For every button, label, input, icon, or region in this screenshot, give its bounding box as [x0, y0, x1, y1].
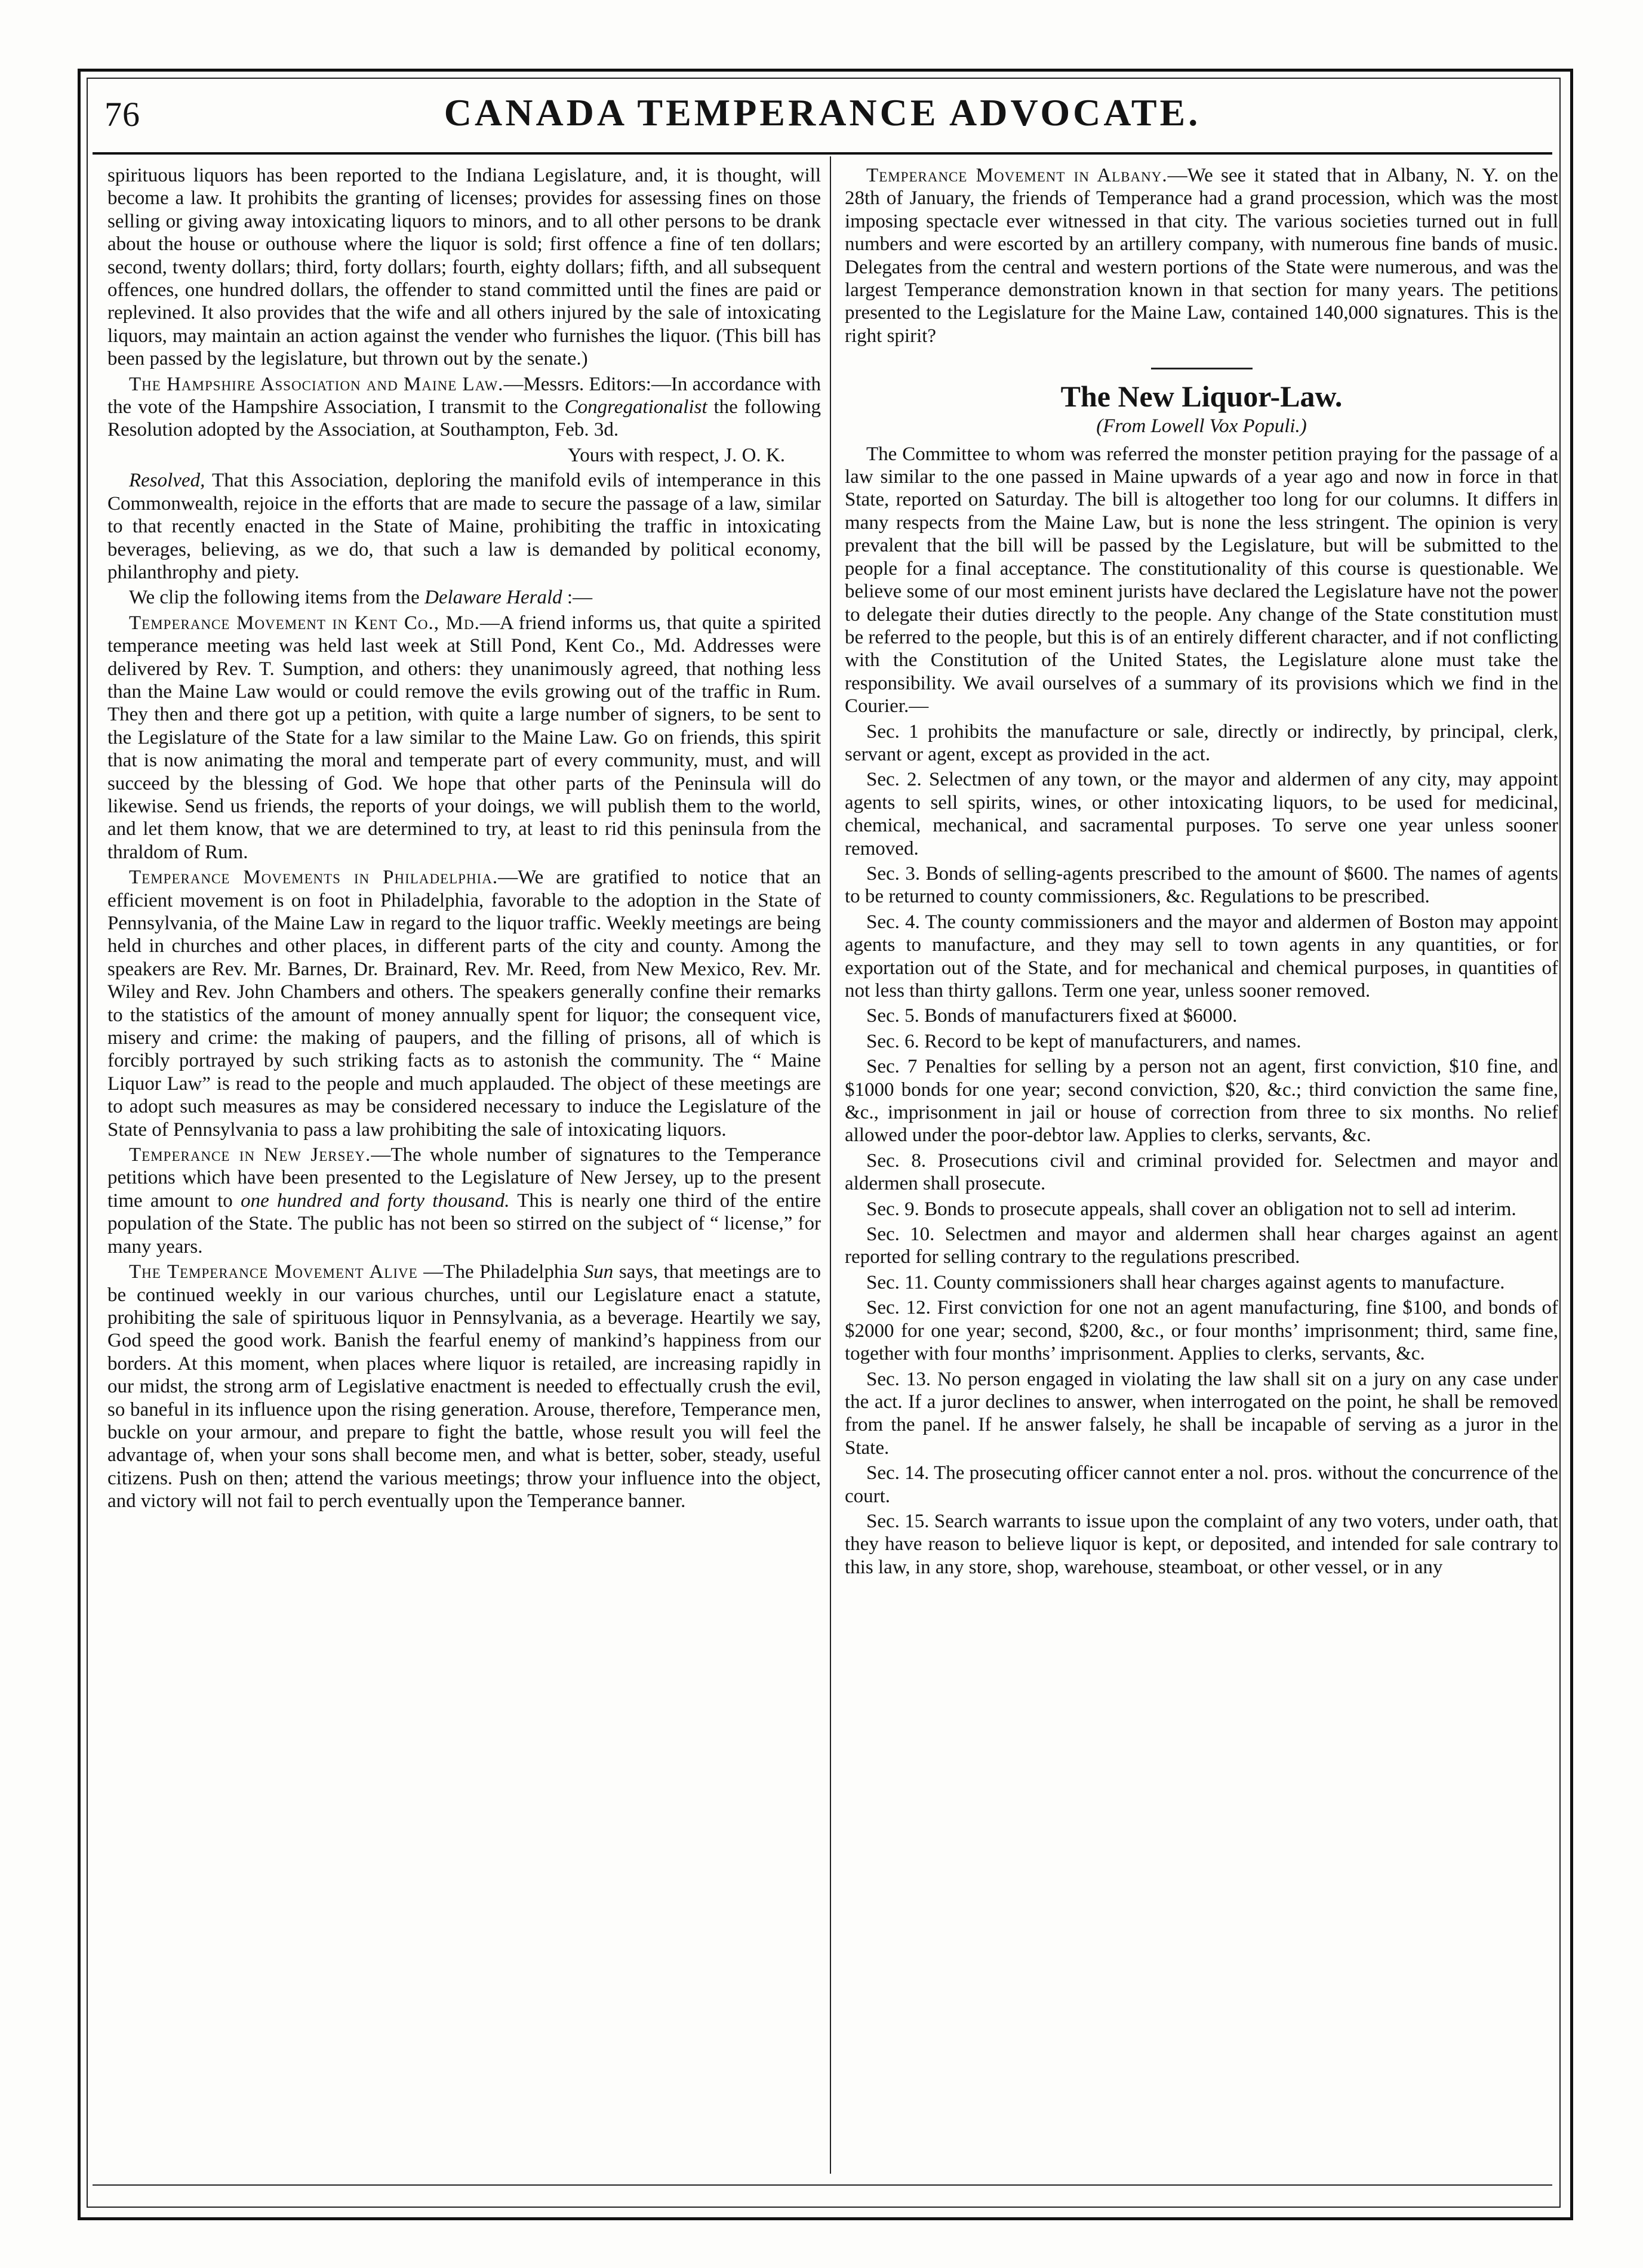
- sec-14: Sec. 14. The prosecuting officer cannot enter a nol. pros. without the concurrence of the court.: [845, 1462, 1558, 1507]
- albany-paragraph: Temperance Movement in Albany.—We see it stated that in Albany, N. Y. on the 28th of January, the friends of Temperance had a grand procession, which was the most imposing spectacle ever witnessed in that city. The various societies turned out in full numbers and were escorted by an artillery company, with numerous fine bands of music. Delegates from the central and western portions of the State were numerous, and was the largest Temperance demonstration known in that section for many years. The petitions presented to the Legislature for the Maine Law, contained 140,000 signatures. This is the right spirit?: [845, 165, 1558, 347]
- kent-heading: Temperance Movement in Kent Co., Md.: [129, 612, 480, 634]
- sec-5: Sec. 5. Bonds of manufacturers fixed at $6000.: [866, 1005, 1238, 1027]
- hampshire-heading: The Hampshire Association and Maine Law.: [129, 373, 504, 395]
- sec-12: Sec. 12. First conviction for one not an agent manufacturing, fine $100, and bonds of $2000 for one year; second, $200, &c., or four months’ imprisonment; third, same fine, together with four months’ imprisonment. Applies to clerks, servants, &c.: [845, 1297, 1558, 1365]
- sec-8: Sec. 8. Prosecutions civil and criminal provided for. Selectmen and mayor and aldermen shall prosecute.: [845, 1150, 1558, 1195]
- section-subtitle: (From Lowell Vox Populi.): [1096, 415, 1307, 437]
- right-column: [845, 164, 1558, 2187]
- left-column: [107, 164, 821, 2187]
- indiana-paragraph: spirituous liquors has been reported to the Indiana Legislature, and, it is thought, will become a law. It prohibits the granting of licenses; provides for assessing fines on those selling or giving away intoxicating liquors to minors, and to all other persons to be drank about the house or outhouse where the liquor is sold; first offence a fine of ten dollars; second, twenty dollars; third, forty dollars; fourth, eighty dollars; fifth, and all subsequent offences, one hundred dollars, the offender to stand committed until the fines are paid or replevined. It also provides that the wife and all others injured by the sale of intoxicating liquors, may maintain an action against the vender who furnishes the liquor. (This bill has been passed by the legislature, but thrown out by the senate.): [107, 165, 821, 370]
- philadelphia-heading: Temperance Movements in Philadelphia.: [129, 867, 499, 889]
- sec-13: Sec. 13. No person engaged in violating the law shall sit on a jury on any case under the act. If a juror declines to answer, when interrogated on the point, he shall be removed from the panel. If he answer falsely, he shall be incapable of serving as a juror in the State.: [845, 1368, 1558, 1459]
- new-jersey-heading: Temperance in New Jersey.: [129, 1144, 371, 1166]
- new-jersey-paragraph: Temperance in New Jersey.—The whole number of signatures to the Temperance petitions which have been presented to the Legislature of New Jersey, up to the present time amount to one hundred and forty thousand. This is nearly one third of the entire population of the State. The public has not been so stirred on the subject of “ license,” for many years.: [107, 1144, 821, 1258]
- delaware-intro: We clip the following items from the Delaware Herald :—: [129, 587, 593, 609]
- movement-alive-heading: The Temperance Movement Alive: [129, 1261, 418, 1283]
- section-rule: [1151, 368, 1253, 369]
- sec-15: Sec. 15. Search warrants to issue upon the complaint of any two voters, under oath, that they have reason to believe liquor is kept, or deposited, and intended for sale contrary to this law, in any store, shop, warehouse, steamboat, or other vessel, or in any: [845, 1510, 1558, 1578]
- sec-6: Sec. 6. Record to be kept of manufacturers, and names.: [866, 1030, 1302, 1052]
- sec-9: Sec. 9. Bonds to prosecute appeals, shall cover an obligation not to sell ad interim.: [866, 1198, 1516, 1220]
- column-divider: [830, 156, 831, 2174]
- page-header: [93, 84, 1552, 149]
- sec-2: Sec. 2. Selectmen of any town, or the mayor and aldermen of any city, may appoint agents to sell spirits, wines, or other intoxicating liquors, to be used for medicinal, chemical, mechanical, and sacramental purposes. To serve one year unless sooner removed.: [845, 769, 1558, 859]
- sec-3: Sec. 3. Bonds of selling-agents prescribed to the amount of $600. The names of agents to be returned to county commissioners, &c. Regulations to be prescribed.: [845, 862, 1558, 908]
- albany-heading: Temperance Movement in Albany.: [866, 165, 1168, 186]
- page-number: 76: [104, 95, 140, 134]
- resolution-paragraph: Resolved, That this Association, deploring the manifold evils of intemperance in this Commonwealth, rejoice in the efforts that are made to secure the passage of a law, similar to that recently enacted in the State of Maine, prohibiting the traffic in intoxicating beverages, believing, as we do, that such a law is demanded by political economy, philanthrophy and piety.: [107, 470, 821, 583]
- signoff: Yours with respect, J. O. K.: [567, 444, 785, 466]
- sec-1: Sec. 1 prohibits the manufacture or sale, directly or indirectly, by principal, clerk, servant or agent, except as provided in the act.: [845, 720, 1558, 765]
- liquor-law-intro: The Committee to whom was referred the monster petition praying for the passage of a law similar to the one passed in Maine upwards of a year ago and now in force in that State, reported on Saturday. The bill is altogether too long for our columns. It differs in many respects from the Maine Law, but is none the less stringent. The opinion is very prevalent that the bill will be passed by the Legislature, but will be submitted to the people for a final acceptance. The constitutionality of this course is questionable. We believe some of our most eminent jurists have declared the Legislature have not the power to delegate their duties directly to the people. Any change of the State constitution must be referred to the people, but this is of an entirely different character, and if not conflicting with the Constitution of the United States, the Legislature alone must take the responsibility. We avail ourselves of a summary of its provisions which we find in the Courier.—: [845, 443, 1558, 717]
- movement-alive-paragraph: The Temperance Movement Alive —The Philadelphia Sun says, that meetings are to be continued weekly in our various churches, until our Legislature enact a statute, prohibiting the sale of spirituous liquor in Pennsylvania, as a beverage. Heartily we say, God speed the good work. Banish the fearful enemy of mankind’s happiness from our borders. At this moment, when places where liquor is retailed, are increasing rapidly in our midst, the strong arm of Legislative enactment is needed to effectually crush the evil, so baneful in its influence upon the rising generation. Arouse, therefore, Temperance men, buckle on your armour, and prepare to fight the battle, whose result you will feel the advantage of, when your sons shall become men, and what is better, sober, steady, useful citizens. Push on then; attend the various meetings; throw your influence into the object, and victory will not fail to perch eventually upon the Temperance banner.: [107, 1261, 821, 1512]
- section-title: The New Liquor-Law.: [1060, 380, 1343, 414]
- sec-11: Sec. 11. County commissioners shall hear charges against agents to manufacture.: [866, 1271, 1505, 1293]
- philadelphia-paragraph: Temperance Movements in Philadelphia.—We are gratified to notice that an efficient movement is on foot in Philadelphia, favorable to the adoption in the State of Pennsylvania, of the Maine Law in regard to the liquor traffic. Weekly meetings are being held in churches and other places, in different parts of the city and county. Among the speakers are Rev. Mr. Barnes, Dr. Brainard, Rev. Mr. Reed, from New Mexico, Rev. Mr. Wiley and Rev. John Chambers and others. The speakers generally confine their remarks to the statistics of the amount of money annually spent for liquor; the consequent vice, misery and crime: the making of paupers, and the filling of prisons, all of which is forcibly portrayed by such striking facts as to astonish the community. The “ Maine Liquor Law” is read to the people and much applauded. The object of these meetings are to adopt such measures as may be considered necessary to induce the Legislature of the State of Pennsylvania to pass a law prohibiting the sale of intoxicating liquors.: [107, 867, 821, 1141]
- sec-10: Sec. 10. Selectmen and mayor and aldermen shall hear charges against an agent reported for selling contrary to the regulations prescribed.: [845, 1224, 1558, 1268]
- sec-7: Sec. 7 Penalties for selling by a person not an agent, first conviction, $10 fine, and $1000 bonds for one year; second conviction, $20, &c.; third conviction the same fine, &c., imprisonment in jail or house of correction from three to six months. No relief allowed under the poor-debtor law. Applies to clerks, servants, &c.: [845, 1056, 1558, 1147]
- journal-title: CANADA TEMPERANCE ADVOCATE.: [444, 91, 1201, 134]
- bottom-rule: [93, 2184, 1552, 2186]
- hampshire-paragraph: The Hampshire Association and Maine Law.—Messrs. Editors:—In accordance with the vote of the Hampshire Association, I transmit to the Congregationalist the following Resolution adopted by the Association, at Southampton, Feb. 3d.: [107, 373, 821, 441]
- kent-paragraph: Temperance Movement in Kent Co., Md.—A friend informs us, that quite a spirited temperance meeting was held last week at Still Pond, Kent Co., Md. Addresses were delivered by Rev. T. Sumption, and others: they unanimously agreed, that nothing less than the Maine Law would or could remove the evils growing out of the traffic in Rum. They then and there got up a petition, with quite a large number of signers, to be sent to the Legislature of the State for a law similar to the Maine Law. Go on friends, this spirit that is now animating the moral and temperate part of every community, must, and will succeed by the blessing of God. We hope that other parts of the Peninsula will do likewise. Send us friends, the reports of your doings, we will publish them to the world, and let them know, that we are determined to try, at least to rid this peninsula from the thraldom of Rum.: [107, 612, 821, 863]
- sec-4: Sec. 4. The county commissioners and the mayor and aldermen of Boston may appoint agents to manufacture, and they may sell to town agents in any quantities, or for exportation out of the State, and for mechanical and chemical purposes, in quantities of not less than thirty gallons. Term one year, unless sooner removed.: [845, 911, 1558, 1002]
- header-rule: [93, 152, 1552, 155]
